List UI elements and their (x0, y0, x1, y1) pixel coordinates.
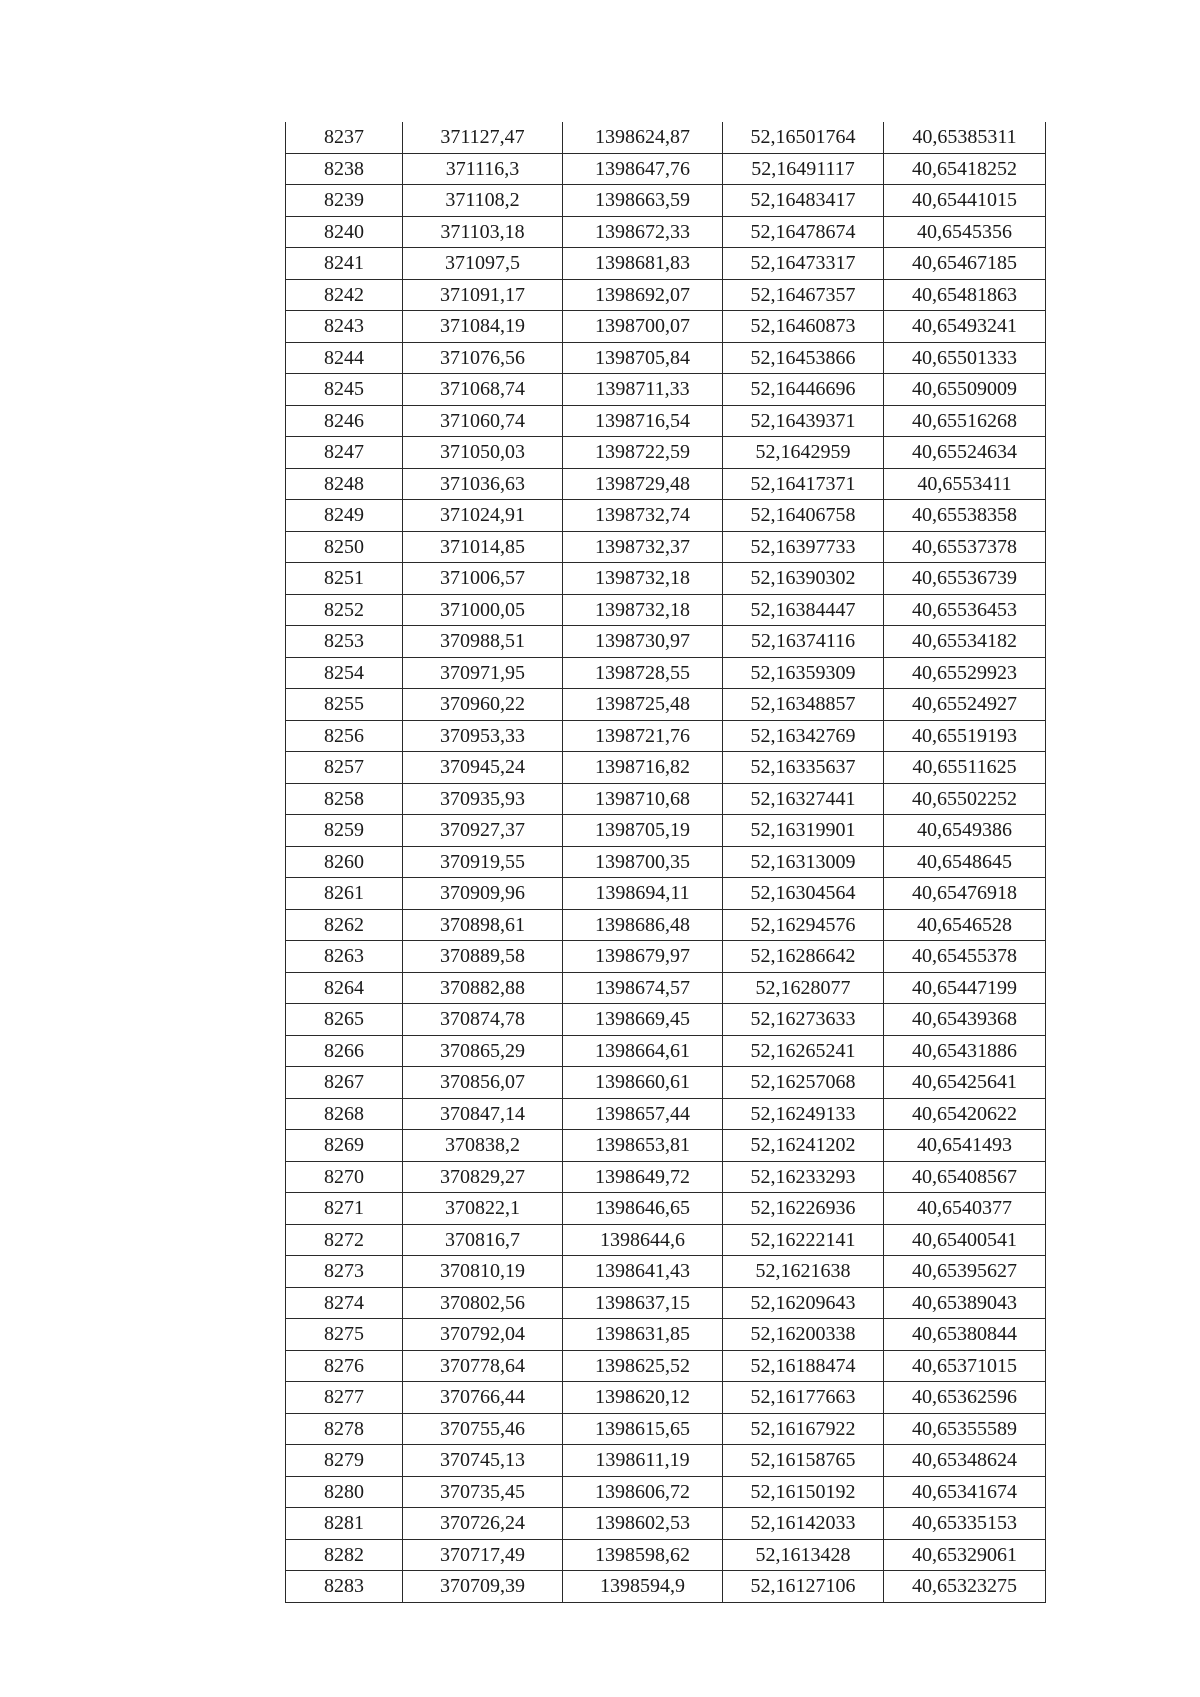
point-number-cell: 8259 (286, 815, 403, 847)
y-coordinate-cell: 1398732,18 (563, 594, 723, 626)
point-number-cell: 8266 (286, 1035, 403, 1067)
point-number-cell: 8283 (286, 1571, 403, 1603)
point-number-cell: 8261 (286, 878, 403, 910)
latitude-cell: 52,16446696 (723, 374, 884, 406)
coordinates-table-body (286, 122, 1046, 1602)
point-number-cell: 8274 (286, 1287, 403, 1319)
table-row (286, 783, 1046, 815)
table-row (286, 657, 1046, 689)
y-coordinate-cell: 1398644,6 (563, 1224, 723, 1256)
y-coordinate-cell: 1398657,44 (563, 1098, 723, 1130)
y-coordinate-cell: 1398669,45 (563, 1004, 723, 1036)
latitude-cell: 52,16150192 (723, 1476, 884, 1508)
longitude-cell: 40,65509009 (884, 374, 1046, 406)
y-coordinate-cell: 1398672,33 (563, 216, 723, 248)
x-coordinate-cell: 371068,74 (403, 374, 563, 406)
x-coordinate-cell: 371000,05 (403, 594, 563, 626)
table-row (286, 689, 1046, 721)
latitude-cell: 52,16209643 (723, 1287, 884, 1319)
longitude-cell: 40,65538358 (884, 500, 1046, 532)
x-coordinate-cell: 371050,03 (403, 437, 563, 469)
latitude-cell: 52,16286642 (723, 941, 884, 973)
longitude-cell: 40,6553411 (884, 468, 1046, 500)
latitude-cell: 52,16478674 (723, 216, 884, 248)
y-coordinate-cell: 1398620,12 (563, 1382, 723, 1414)
x-coordinate-cell: 370778,64 (403, 1350, 563, 1382)
point-number-cell: 8280 (286, 1476, 403, 1508)
y-coordinate-cell: 1398681,83 (563, 248, 723, 280)
y-coordinate-cell: 1398646,65 (563, 1193, 723, 1225)
y-coordinate-cell: 1398631,85 (563, 1319, 723, 1351)
point-number-cell: 8251 (286, 563, 403, 595)
table-row (286, 279, 1046, 311)
y-coordinate-cell: 1398732,18 (563, 563, 723, 595)
y-coordinate-cell: 1398694,11 (563, 878, 723, 910)
y-coordinate-cell: 1398725,48 (563, 689, 723, 721)
longitude-cell: 40,65502252 (884, 783, 1046, 815)
latitude-cell: 52,16304564 (723, 878, 884, 910)
latitude-cell: 52,16294576 (723, 909, 884, 941)
y-coordinate-cell: 1398663,59 (563, 185, 723, 217)
latitude-cell: 52,1613428 (723, 1539, 884, 1571)
x-coordinate-cell: 371076,56 (403, 342, 563, 374)
longitude-cell: 40,65534182 (884, 626, 1046, 658)
longitude-cell: 40,65389043 (884, 1287, 1046, 1319)
latitude-cell: 52,16374116 (723, 626, 884, 658)
y-coordinate-cell: 1398598,62 (563, 1539, 723, 1571)
longitude-cell: 40,65380844 (884, 1319, 1046, 1351)
point-number-cell: 8241 (286, 248, 403, 280)
table-row (286, 1539, 1046, 1571)
y-coordinate-cell: 1398679,97 (563, 941, 723, 973)
longitude-cell: 40,65420622 (884, 1098, 1046, 1130)
x-coordinate-cell: 370755,46 (403, 1413, 563, 1445)
longitude-cell: 40,65493241 (884, 311, 1046, 343)
longitude-cell: 40,6549386 (884, 815, 1046, 847)
latitude-cell: 52,16501764 (723, 122, 884, 153)
point-number-cell: 8240 (286, 216, 403, 248)
latitude-cell: 52,16226936 (723, 1193, 884, 1225)
table-row (286, 594, 1046, 626)
y-coordinate-cell: 1398710,68 (563, 783, 723, 815)
point-number-cell: 8269 (286, 1130, 403, 1162)
latitude-cell: 52,16417371 (723, 468, 884, 500)
x-coordinate-cell: 370945,24 (403, 752, 563, 784)
longitude-cell: 40,65400541 (884, 1224, 1046, 1256)
longitude-cell: 40,65371015 (884, 1350, 1046, 1382)
point-number-cell: 8268 (286, 1098, 403, 1130)
longitude-cell: 40,65455378 (884, 941, 1046, 973)
longitude-cell: 40,65519193 (884, 720, 1046, 752)
table-row (286, 626, 1046, 658)
y-coordinate-cell: 1398716,82 (563, 752, 723, 784)
latitude-cell: 52,16249133 (723, 1098, 884, 1130)
y-coordinate-cell: 1398606,72 (563, 1476, 723, 1508)
y-coordinate-cell: 1398625,52 (563, 1350, 723, 1382)
x-coordinate-cell: 371084,19 (403, 311, 563, 343)
y-coordinate-cell: 1398730,97 (563, 626, 723, 658)
point-number-cell: 8249 (286, 500, 403, 532)
x-coordinate-cell: 370935,93 (403, 783, 563, 815)
table-row (286, 153, 1046, 185)
longitude-cell: 40,6546528 (884, 909, 1046, 941)
point-number-cell: 8258 (286, 783, 403, 815)
table-row (286, 1004, 1046, 1036)
table-row (286, 1319, 1046, 1351)
longitude-cell: 40,65425641 (884, 1067, 1046, 1099)
latitude-cell: 52,1642959 (723, 437, 884, 469)
x-coordinate-cell: 370838,2 (403, 1130, 563, 1162)
x-coordinate-cell: 371060,74 (403, 405, 563, 437)
latitude-cell: 52,16188474 (723, 1350, 884, 1382)
table-row (286, 909, 1046, 941)
point-number-cell: 8243 (286, 311, 403, 343)
x-coordinate-cell: 370909,96 (403, 878, 563, 910)
y-coordinate-cell: 1398700,35 (563, 846, 723, 878)
x-coordinate-cell: 370829,27 (403, 1161, 563, 1193)
y-coordinate-cell: 1398692,07 (563, 279, 723, 311)
table-row (286, 1413, 1046, 1445)
y-coordinate-cell: 1398732,37 (563, 531, 723, 563)
y-coordinate-cell: 1398705,84 (563, 342, 723, 374)
point-number-cell: 8275 (286, 1319, 403, 1351)
table-row (286, 1571, 1046, 1603)
latitude-cell: 52,16439371 (723, 405, 884, 437)
longitude-cell: 40,65431886 (884, 1035, 1046, 1067)
x-coordinate-cell: 370766,44 (403, 1382, 563, 1414)
longitude-cell: 40,65481863 (884, 279, 1046, 311)
x-coordinate-cell: 370709,39 (403, 1571, 563, 1603)
longitude-cell: 40,65529923 (884, 657, 1046, 689)
longitude-cell: 40,65441015 (884, 185, 1046, 217)
y-coordinate-cell: 1398594,9 (563, 1571, 723, 1603)
latitude-cell: 52,16348857 (723, 689, 884, 721)
y-coordinate-cell: 1398716,54 (563, 405, 723, 437)
y-coordinate-cell: 1398700,07 (563, 311, 723, 343)
point-number-cell: 8248 (286, 468, 403, 500)
table-row (286, 878, 1046, 910)
x-coordinate-cell: 370802,56 (403, 1287, 563, 1319)
table-row (286, 374, 1046, 406)
longitude-cell: 40,65335153 (884, 1508, 1046, 1540)
point-number-cell: 8273 (286, 1256, 403, 1288)
point-number-cell: 8282 (286, 1539, 403, 1571)
y-coordinate-cell: 1398641,43 (563, 1256, 723, 1288)
table-row (286, 1476, 1046, 1508)
x-coordinate-cell: 370717,49 (403, 1539, 563, 1571)
latitude-cell: 52,16473317 (723, 248, 884, 280)
table-row (286, 185, 1046, 217)
longitude-cell: 40,65537378 (884, 531, 1046, 563)
point-number-cell: 8250 (286, 531, 403, 563)
point-number-cell: 8281 (286, 1508, 403, 1540)
x-coordinate-cell: 371024,91 (403, 500, 563, 532)
point-number-cell: 8264 (286, 972, 403, 1004)
x-coordinate-cell: 370874,78 (403, 1004, 563, 1036)
point-number-cell: 8260 (286, 846, 403, 878)
latitude-cell: 52,16397733 (723, 531, 884, 563)
x-coordinate-cell: 371006,57 (403, 563, 563, 595)
latitude-cell: 52,16241202 (723, 1130, 884, 1162)
table-row (286, 752, 1046, 784)
coordinates-table (285, 122, 1046, 1603)
point-number-cell: 8265 (286, 1004, 403, 1036)
table-row (286, 1508, 1046, 1540)
latitude-cell: 52,16273633 (723, 1004, 884, 1036)
latitude-cell: 52,16483417 (723, 185, 884, 217)
longitude-cell: 40,65524634 (884, 437, 1046, 469)
latitude-cell: 52,16233293 (723, 1161, 884, 1193)
y-coordinate-cell: 1398649,72 (563, 1161, 723, 1193)
longitude-cell: 40,65511625 (884, 752, 1046, 784)
x-coordinate-cell: 371116,3 (403, 153, 563, 185)
x-coordinate-cell: 370953,33 (403, 720, 563, 752)
x-coordinate-cell: 370822,1 (403, 1193, 563, 1225)
point-number-cell: 8255 (286, 689, 403, 721)
table-row (286, 531, 1046, 563)
y-coordinate-cell: 1398611,19 (563, 1445, 723, 1477)
latitude-cell: 52,16319901 (723, 815, 884, 847)
longitude-cell: 40,65418252 (884, 153, 1046, 185)
longitude-cell: 40,6545356 (884, 216, 1046, 248)
table-row (286, 122, 1046, 153)
point-number-cell: 8270 (286, 1161, 403, 1193)
longitude-cell: 40,65348624 (884, 1445, 1046, 1477)
table-row (286, 500, 1046, 532)
y-coordinate-cell: 1398732,74 (563, 500, 723, 532)
x-coordinate-cell: 371097,5 (403, 248, 563, 280)
longitude-cell: 40,6541493 (884, 1130, 1046, 1162)
x-coordinate-cell: 370735,45 (403, 1476, 563, 1508)
latitude-cell: 52,16467357 (723, 279, 884, 311)
x-coordinate-cell: 371108,2 (403, 185, 563, 217)
table-row (286, 1224, 1046, 1256)
longitude-cell: 40,65355589 (884, 1413, 1046, 1445)
point-number-cell: 8267 (286, 1067, 403, 1099)
table-row (286, 342, 1046, 374)
table-row (286, 1445, 1046, 1477)
table-row (286, 311, 1046, 343)
latitude-cell: 52,16406758 (723, 500, 884, 532)
table-row (286, 1035, 1046, 1067)
x-coordinate-cell: 370745,13 (403, 1445, 563, 1477)
latitude-cell: 52,16167922 (723, 1413, 884, 1445)
point-number-cell: 8278 (286, 1413, 403, 1445)
y-coordinate-cell: 1398660,61 (563, 1067, 723, 1099)
point-number-cell: 8272 (286, 1224, 403, 1256)
point-number-cell: 8276 (286, 1350, 403, 1382)
latitude-cell: 52,16222141 (723, 1224, 884, 1256)
longitude-cell: 40,6540377 (884, 1193, 1046, 1225)
point-number-cell: 8277 (286, 1382, 403, 1414)
y-coordinate-cell: 1398602,53 (563, 1508, 723, 1540)
x-coordinate-cell: 370847,14 (403, 1098, 563, 1130)
table-row (286, 815, 1046, 847)
table-row (286, 216, 1046, 248)
longitude-cell: 40,65524927 (884, 689, 1046, 721)
latitude-cell: 52,16384447 (723, 594, 884, 626)
table-row (286, 563, 1046, 595)
x-coordinate-cell: 370889,58 (403, 941, 563, 973)
table-row (286, 1193, 1046, 1225)
point-number-cell: 8247 (286, 437, 403, 469)
longitude-cell: 40,65385311 (884, 122, 1046, 153)
x-coordinate-cell: 370960,22 (403, 689, 563, 721)
point-number-cell: 8254 (286, 657, 403, 689)
y-coordinate-cell: 1398615,65 (563, 1413, 723, 1445)
y-coordinate-cell: 1398705,19 (563, 815, 723, 847)
longitude-cell: 40,65536453 (884, 594, 1046, 626)
latitude-cell: 52,16342769 (723, 720, 884, 752)
x-coordinate-cell: 370816,7 (403, 1224, 563, 1256)
table-row (286, 1130, 1046, 1162)
point-number-cell: 8263 (286, 941, 403, 973)
latitude-cell: 52,1621638 (723, 1256, 884, 1288)
latitude-cell: 52,16390302 (723, 563, 884, 595)
x-coordinate-cell: 371014,85 (403, 531, 563, 563)
longitude-cell: 40,65501333 (884, 342, 1046, 374)
latitude-cell: 52,16142033 (723, 1508, 884, 1540)
latitude-cell: 52,16257068 (723, 1067, 884, 1099)
latitude-cell: 52,16453866 (723, 342, 884, 374)
longitude-cell: 40,65362596 (884, 1382, 1046, 1414)
longitude-cell: 40,6548645 (884, 846, 1046, 878)
point-number-cell: 8244 (286, 342, 403, 374)
table-row (286, 1256, 1046, 1288)
point-number-cell: 8237 (286, 122, 403, 153)
x-coordinate-cell: 370810,19 (403, 1256, 563, 1288)
latitude-cell: 52,16265241 (723, 1035, 884, 1067)
longitude-cell: 40,65467185 (884, 248, 1046, 280)
latitude-cell: 52,1628077 (723, 972, 884, 1004)
table-row (286, 1382, 1046, 1414)
point-number-cell: 8245 (286, 374, 403, 406)
point-number-cell: 8246 (286, 405, 403, 437)
table-row (286, 1287, 1046, 1319)
latitude-cell: 52,16158765 (723, 1445, 884, 1477)
y-coordinate-cell: 1398686,48 (563, 909, 723, 941)
table-row (286, 1098, 1046, 1130)
longitude-cell: 40,65536739 (884, 563, 1046, 595)
point-number-cell: 8262 (286, 909, 403, 941)
table-row (286, 468, 1046, 500)
x-coordinate-cell: 370726,24 (403, 1508, 563, 1540)
point-number-cell: 8253 (286, 626, 403, 658)
y-coordinate-cell: 1398728,55 (563, 657, 723, 689)
x-coordinate-cell: 371036,63 (403, 468, 563, 500)
y-coordinate-cell: 1398624,87 (563, 122, 723, 153)
y-coordinate-cell: 1398674,57 (563, 972, 723, 1004)
latitude-cell: 52,16491117 (723, 153, 884, 185)
longitude-cell: 40,65395627 (884, 1256, 1046, 1288)
point-number-cell: 8252 (286, 594, 403, 626)
table-row (286, 720, 1046, 752)
latitude-cell: 52,16127106 (723, 1571, 884, 1603)
point-number-cell: 8271 (286, 1193, 403, 1225)
longitude-cell: 40,65439368 (884, 1004, 1046, 1036)
y-coordinate-cell: 1398664,61 (563, 1035, 723, 1067)
x-coordinate-cell: 371091,17 (403, 279, 563, 311)
x-coordinate-cell: 370882,88 (403, 972, 563, 1004)
latitude-cell: 52,16335637 (723, 752, 884, 784)
y-coordinate-cell: 1398722,59 (563, 437, 723, 469)
y-coordinate-cell: 1398729,48 (563, 468, 723, 500)
point-number-cell: 8238 (286, 153, 403, 185)
x-coordinate-cell: 370865,29 (403, 1035, 563, 1067)
x-coordinate-cell: 370856,07 (403, 1067, 563, 1099)
table-row (286, 1161, 1046, 1193)
x-coordinate-cell: 371103,18 (403, 216, 563, 248)
x-coordinate-cell: 370898,61 (403, 909, 563, 941)
latitude-cell: 52,16200338 (723, 1319, 884, 1351)
point-number-cell: 8242 (286, 279, 403, 311)
latitude-cell: 52,16327441 (723, 783, 884, 815)
point-number-cell: 8256 (286, 720, 403, 752)
table-row (286, 405, 1046, 437)
x-coordinate-cell: 370919,55 (403, 846, 563, 878)
latitude-cell: 52,16460873 (723, 311, 884, 343)
longitude-cell: 40,65447199 (884, 972, 1046, 1004)
x-coordinate-cell: 370792,04 (403, 1319, 563, 1351)
y-coordinate-cell: 1398637,15 (563, 1287, 723, 1319)
table-row (286, 1067, 1046, 1099)
x-coordinate-cell: 370988,51 (403, 626, 563, 658)
x-coordinate-cell: 370927,37 (403, 815, 563, 847)
longitude-cell: 40,65408567 (884, 1161, 1046, 1193)
table-row (286, 972, 1046, 1004)
table-row (286, 846, 1046, 878)
x-coordinate-cell: 370971,95 (403, 657, 563, 689)
longitude-cell: 40,65516268 (884, 405, 1046, 437)
table-row (286, 437, 1046, 469)
longitude-cell: 40,65323275 (884, 1571, 1046, 1603)
longitude-cell: 40,65476918 (884, 878, 1046, 910)
longitude-cell: 40,65329061 (884, 1539, 1046, 1571)
point-number-cell: 8279 (286, 1445, 403, 1477)
point-number-cell: 8239 (286, 185, 403, 217)
y-coordinate-cell: 1398653,81 (563, 1130, 723, 1162)
latitude-cell: 52,16313009 (723, 846, 884, 878)
table-row (286, 1350, 1046, 1382)
point-number-cell: 8257 (286, 752, 403, 784)
y-coordinate-cell: 1398711,33 (563, 374, 723, 406)
y-coordinate-cell: 1398721,76 (563, 720, 723, 752)
longitude-cell: 40,65341674 (884, 1476, 1046, 1508)
table-row (286, 248, 1046, 280)
y-coordinate-cell: 1398647,76 (563, 153, 723, 185)
x-coordinate-cell: 371127,47 (403, 122, 563, 153)
latitude-cell: 52,16177663 (723, 1382, 884, 1414)
latitude-cell: 52,16359309 (723, 657, 884, 689)
table-row (286, 941, 1046, 973)
